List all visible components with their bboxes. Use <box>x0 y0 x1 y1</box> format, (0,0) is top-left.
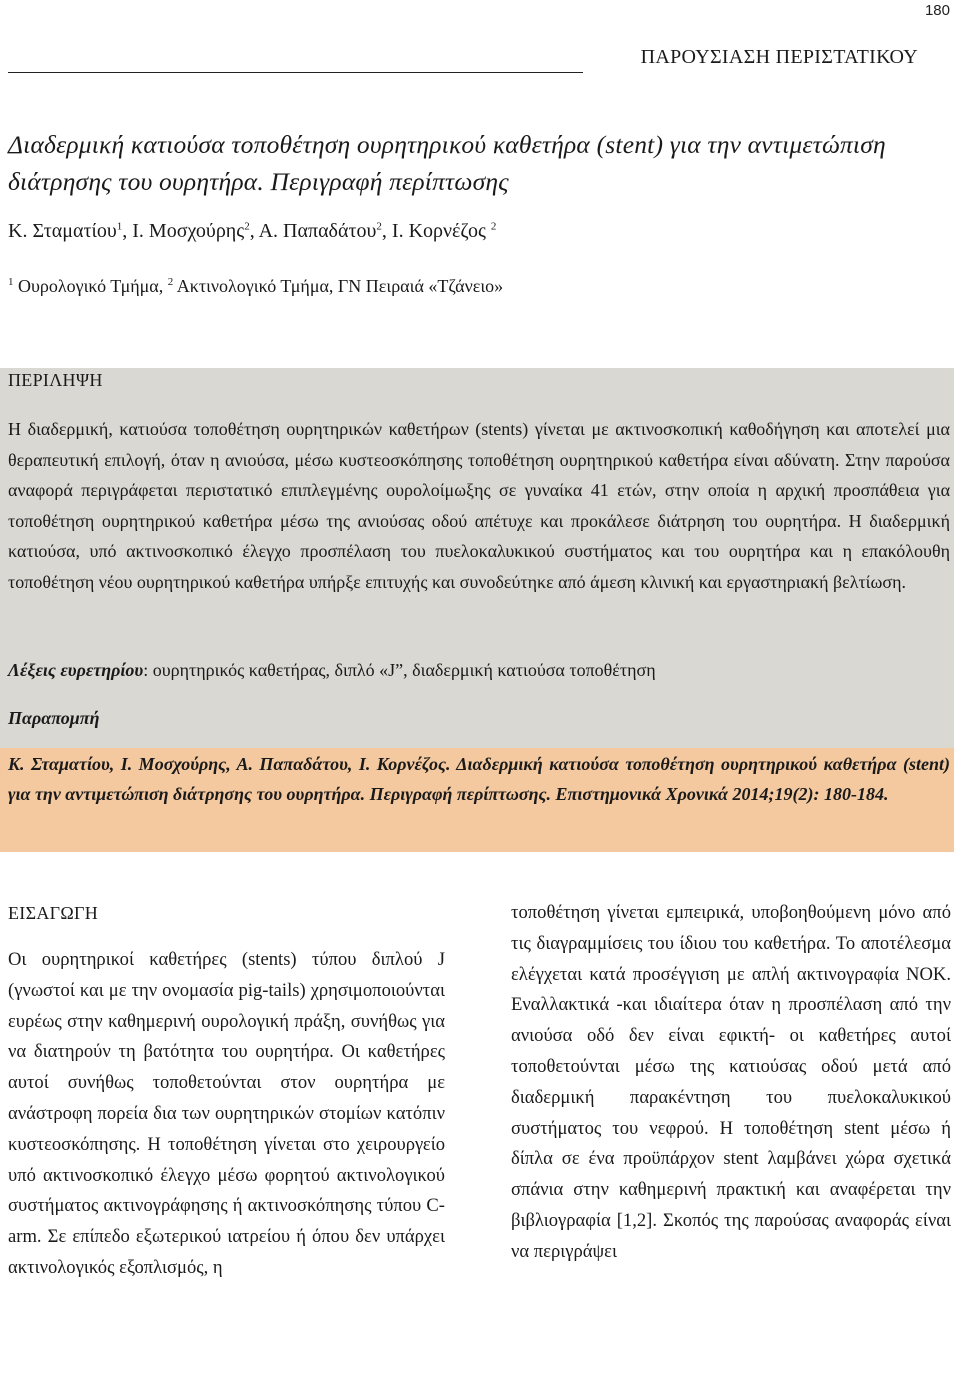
abstract-heading: ΠΕΡΙΛΗΨΗ <box>8 370 103 390</box>
affiliations <box>8 276 503 297</box>
header-rule <box>8 72 583 73</box>
affiliation-text: Ουρολογικό Τμήμα, <box>18 276 168 296</box>
citation-text: Κ. Σταματίου, Ι. Μοσχούρης, Α. Παπαδάτου, Ι. Κορνέζος. Διαδερμική κατιούσα τοποθέτηση ουρητηρικού καθετήρα (stent) για την αντιμετώπιση διάτρησης του ουρητήρα. Περιγραφή περίπτωσης. Επιστημονικά Χρονικά 2014;19(2): 180-184. <box>8 754 950 804</box>
author-name: Α. Παπαδάτου <box>258 220 377 242</box>
keywords <box>8 660 950 681</box>
author-list: Κ. Σταματίου$^1$, Ι. Μοσχούρης$^2$, Α. Παπαδάτου$^2$, Ι. Κορνέζος $^2$ <box>8 220 497 242</box>
keywords-separator: : <box>143 660 153 680</box>
citation-heading: Παραπομπή <box>8 708 100 728</box>
author-name: Κ. Σταματίου <box>8 220 117 242</box>
author-affiliation-marker: 2 <box>244 220 250 233</box>
author-affiliation-marker: 1 <box>116 220 123 233</box>
author-name: Ι. Κορνέζος <box>391 220 491 242</box>
affiliation-marker: 2 <box>167 276 174 288</box>
keywords-text: ουρητηρικός καθετήρας, διπλό «J”, διαδερμική κατιούσα τοποθέτηση <box>152 660 656 680</box>
section-header: ΠΑΡΟΥΣΙΑΣΗ ΠΕΡΙΣΤΑΤΙΚΟΥ <box>640 46 918 68</box>
introduction-heading: ΕΙΣΑΓΩΓΗ <box>8 903 99 923</box>
affiliation-text: Ακτινολογικό Τμήμα, ΓΝ Πειραιά «Τζάνειο» <box>176 276 504 296</box>
abstract-text: Η διαδερμική, κατιούσα τοποθέτηση ουρητηρικών καθετήρων (stents) γίνεται με ακτινοσκοπική καθοδήγηση και αποτελεί μια θεραπευτική επιλογή, όταν η ανιούσα, μέσω κυστεοσκόπησης τοποθέτηση ουρητηρικού καθετήρα είναι αδύνατη. Στην παρούσα αναφορά περιγράφεται περιστατικό επιπλεγμένης ουρολοίμωξης σε γυναίκα 41 ετών, στην οποία η αρχική προσπάθεια για τοποθέτηση ουρητηρικού καθετήρα μέσω της ανιούσας οδού απέτυχε και προκάλεσε διάτρηση του ουρητήρα. Η διαδερμική κατιούσα, υπό ακτινοσκοπικό έλεγχο προσπέλαση του πυελοκαλυκικού συστήματος και του ουρητήρα και η επακόλουθη τοποθέτηση νέου ουρητηρικού καθετήρα υπήρξε επιτυχής και συνοδεύτηκε από άμεση κλινική και εργαστηριακή βελτίωση. <box>8 419 950 592</box>
introduction-left-column: Οι ουρητηρικοί καθετήρες (stents) τύπου διπλού J (γνωστοί και με την ονομασία pig-tails) χρησιμοποιούνται ευρέως στην καθημερινή ουρολογική πράξη, συνήθως για να διατηρούν τη βατότητα του ουρητήρα. Οι καθετήρες αυτοί συνήθως τοποθετούνται στον ουρητήρα με ανάστροφη πορεία δια των ουρητηρικών στομίων κατόπιν κυστεοσκόπησης. Η τοποθέτηση γίνεται στο χειρουργείο υπό ακτινοσκοπικό έλεγχο μέσω φορητού ακτινολογικού συστήματος ακτινογράφησης ή ακτινοσκόπησης τύπου C-arm. Σε επίπεδο εξωτερικού ιατρείου ή όπου δεν υπάρχει ακτινολογικός εξοπλισμός, η <box>8 949 445 1278</box>
keywords-label: Λέξεις ευρετηρίου <box>8 660 144 680</box>
affiliation-marker: 1 <box>8 276 14 288</box>
author-affiliation-marker: 2 <box>490 220 497 233</box>
author-name: Ι. Μοσχούρης <box>132 220 245 242</box>
page-number: 180 <box>924 2 950 19</box>
article-title: Διαδερμική κατιούσα τοποθέτηση ουρητηρικού καθετήρα (stent) για την αντιμετώπιση διάτρησης του ουρητήρα. Περιγραφή περίπτωσης <box>8 130 886 196</box>
author-affiliation-marker: 2 <box>376 220 382 233</box>
introduction-right-column: τοποθέτηση γίνεται εμπειρικά, υποβοηθούμενη μόνο από τις διαγραμμίσεις του ίδιου του καθετήρα. Το αποτέλεσμα ελέγχεται κατά προσέγγιση με απλή ακτινογραφία ΝΟΚ. Εναλλακτικά -και ιδιαίτερα όταν η προσπέλαση από την ανιούσα οδό δεν είναι εφικτή- οι καθετήρες αυτοί τοποθετούνται μέσω της κατιούσας οδού μετά από διαδερμική παρακέντηση του πυελοκαλυκικού συστήματος του νεφρού. Η τοποθέτηση stent μέσω ή δίπλα σε ένα προϋπάρχον stent λαμβάνει χώρα σχετικά σπάνια στην καθημερινή πρακτική και αναφέρεται την βιβλιογραφία [1,2]. Σκοπός της παρούσας αναφοράς είναι να περιγράψει <box>511 902 951 1262</box>
